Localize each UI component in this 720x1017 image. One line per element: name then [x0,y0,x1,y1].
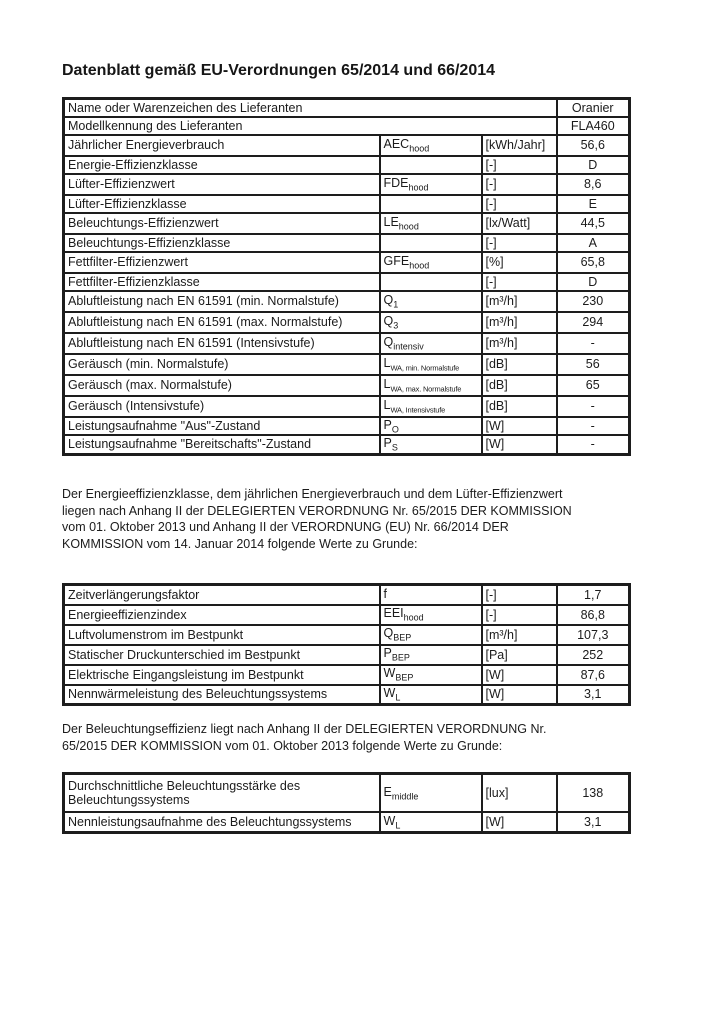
spec-label: Fettfilter-Effizienzwert [64,252,380,273]
spec-value: 3,1 [557,685,630,705]
spec-value: - [557,435,630,454]
spec-value: 3,1 [557,812,630,833]
table-row [64,417,630,436]
table-row [64,234,630,252]
symbol-subscript: hood [409,143,430,154]
symbol-subscript: BEP [395,672,414,683]
spec-unit: [W] [482,435,557,454]
symbol-base: AEC [383,136,410,151]
spec-label: Energie-Effizienzklasse [64,156,380,174]
spec-label: Jährlicher Energieverbrauch [64,135,380,156]
spec-label: Statischer Druckunterschied im Bestpunkt [64,645,380,665]
spec-label: Leistungsaufnahme "Bereitschafts"-Zustand [64,435,380,454]
table-row [64,435,630,454]
spec-symbol [380,291,482,312]
spec-unit: [lx/Watt] [482,213,557,234]
table-row [64,333,630,354]
spec-unit: [-] [482,585,557,605]
symbol-subscript: WA, Intensivstufe [390,405,446,415]
spec-unit: [dB] [482,354,557,375]
table-row [64,252,630,273]
spec-value: E [557,195,630,213]
symbol-subscript: middle [391,791,419,801]
table-row [64,375,630,396]
spec-value: 56,6 [557,135,630,156]
page-title: Datenblatt gemäß EU-Verordnungen 65/2014 und 66/2014 [62,62,496,79]
spec-unit: [-] [482,174,557,195]
spec-value: 1,7 [557,585,630,605]
symbol-subscript: BEP [391,652,410,663]
symbol-base: LE [383,214,399,229]
symbol-base: W [383,686,396,700]
table-row [64,273,630,291]
spec-symbol [380,354,482,375]
table-row [64,685,630,705]
table-row [64,645,630,665]
spec-unit: [W] [482,665,557,685]
regulation-note-2 [62,721,546,754]
symbol-base: Q [383,334,394,349]
spec-symbol [380,273,482,291]
spec-unit: [W] [482,685,557,705]
spec-unit: [dB] [482,396,557,417]
spec-label: Abluftleistung nach EN 61591 (min. Normalstufe) [64,291,380,312]
spec-value: 8,6 [557,174,630,195]
symbol-base: W [383,813,396,828]
symbol-base: L [383,355,391,370]
symbol-subscript: O [391,424,399,434]
symbol-base: GFE [383,253,410,268]
symbol-subscript: S [391,442,398,453]
spec-unit: [m³/h] [482,333,557,354]
spec-symbol [380,685,482,705]
table-row [64,156,630,174]
symbol-subscript: WA, min. Normalstufe [390,363,460,373]
spec-unit: [m³/h] [482,291,557,312]
spec-value: 138 [557,774,630,812]
spec-symbol [380,645,482,665]
spec-value: 86,8 [557,605,630,625]
spec-value: Oranier [557,99,630,117]
spec-symbol [380,252,482,273]
text-line: vom 01. Oktober 2013 und Anhang II der VERORDNUNG (EU) Nr. 66/2014 DER [62,520,509,534]
spec-label: Abluftleistung nach EN 61591 (max. Normalstufe) [64,312,380,333]
spec-symbol [380,156,482,174]
spec-symbol [380,174,482,195]
table-row [64,213,630,234]
table-row [64,812,630,833]
spec-symbol [380,665,482,685]
spec-symbol [380,312,482,333]
spec-symbol [380,585,482,605]
table-row [64,605,630,625]
table-row [64,665,630,685]
spec-value: - [557,417,630,436]
symbol-base: Q [383,292,394,307]
symbol-base: P [383,436,392,450]
spec-value: 252 [557,645,630,665]
spec-symbol [380,135,482,156]
spec-value: 87,6 [557,665,630,685]
spec-label: Beleuchtungs-Effizienzwert [64,213,380,234]
spec-unit: [dB] [482,375,557,396]
spec-label: Name oder Warenzeichen des Lieferanten [64,99,557,117]
spec-label: Beleuchtungs-Effizienzklasse [64,234,380,252]
spec-value: 56 [557,354,630,375]
spec-label: Zeitverlängerungsfaktor [64,585,380,605]
symbol-subscript: WA, max. Normalstufe [390,384,462,394]
spec-unit: [Pa] [482,645,557,665]
spec-label: Leistungsaufnahme "Aus"-Zustand [64,417,380,436]
spec-value: 107,3 [557,625,630,645]
spec-symbol [380,396,482,417]
symbol-base: f [383,586,387,601]
text-line: liegen nach Anhang II der DELEGIERTEN VERORDNUNG Nr. 65/2015 DER KOMMISSION [62,503,572,518]
spec-value: FLA460 [557,117,630,135]
spec-value: 44,5 [557,213,630,234]
symbol-subscript: L [395,820,401,830]
spec-symbol [380,375,482,396]
table-row [64,312,630,333]
spec-label: Durchschnittliche Beleuchtungsstärke des Beleuchtungssystems [64,774,380,812]
symbol-subscript: hood [408,182,429,193]
spec-label: Geräusch (Intensivstufe) [64,396,380,417]
symbol-base: E [383,784,392,799]
spec-label: Lüfter-Effizienzklasse [64,195,380,213]
spec-symbol [380,213,482,234]
spec-label: Geräusch (max. Normalstufe) [64,375,380,396]
table-row [64,99,630,117]
spec-label: Luftvolumenstrom im Bestpunkt [64,625,380,645]
symbol-subscript: hood [403,612,424,623]
spec-label: Geräusch (min. Normalstufe) [64,354,380,375]
spec-value: 294 [557,312,630,333]
spec-label: Energieeffizienzindex [64,605,380,625]
datasheet-table-lighting [62,772,631,834]
table-row [64,195,630,213]
spec-unit: [W] [482,417,557,436]
spec-label: Fettfilter-Effizienzklasse [64,273,380,291]
spec-unit: [-] [482,273,557,291]
table-row [64,774,630,812]
regulation-note-1 [62,486,572,552]
spec-value: D [557,156,630,174]
spec-unit: [-] [482,234,557,252]
spec-value: - [557,396,630,417]
spec-symbol [380,234,482,252]
symbol-base: P [383,417,392,432]
spec-value: - [557,333,630,354]
spec-unit: [kWh/Jahr] [482,135,557,156]
spec-unit: [%] [482,252,557,273]
spec-label: Modellkennung des Lieferanten [64,117,557,135]
spec-symbol [380,774,482,812]
table-row [64,585,630,605]
spec-label: Nennwärmeleistung des Beleuchtungssystems [64,685,380,705]
spec-unit: [W] [482,812,557,833]
table-row [64,135,630,156]
symbol-base: Q [383,313,394,328]
datasheet-table-main [62,97,631,456]
symbol-subscript: 1 [393,299,399,310]
spec-symbol [380,625,482,645]
symbol-subscript: 3 [393,320,399,331]
spec-symbol [380,812,482,833]
spec-unit: [-] [482,156,557,174]
spec-symbol [380,605,482,625]
spec-label: Lüfter-Effizienzwert [64,174,380,195]
table-row [64,396,630,417]
table-row [64,117,630,135]
spec-value: 230 [557,291,630,312]
table-row [64,291,630,312]
symbol-subscript: intensiv [393,341,424,352]
spec-unit: [-] [482,605,557,625]
symbol-base: EEI [383,606,404,621]
symbol-subscript: BEP [393,632,412,643]
text-line: Der Energieeffizienzklasse, dem jährlichen Energieverbrauch und dem Lüfter-Effizienzwert [62,487,563,501]
spec-label: Abluftleistung nach EN 61591 (Intensivstufe) [64,333,380,354]
spec-value: A [557,234,630,252]
spec-unit: [m³/h] [482,312,557,333]
symbol-base: L [383,397,391,412]
text-line: 65/2015 DER KOMMISSION vom 01. Oktober 2013 folgende Werte zu Grunde: [62,738,503,753]
spec-symbol [380,435,482,454]
table-row [64,625,630,645]
table-row [64,354,630,375]
spec-symbol [380,417,482,436]
spec-unit: [m³/h] [482,625,557,645]
spec-symbol [380,195,482,213]
symbol-subscript: hood [398,221,419,232]
spec-unit: [lux] [482,774,557,812]
symbol-subscript: hood [409,260,430,271]
spec-label: Elektrische Eingangsleistung im Bestpunkt [64,665,380,685]
spec-value: 65 [557,375,630,396]
symbol-base: FDE [383,175,409,190]
symbol-base: W [383,666,396,681]
text-line: Der Beleuchtungseffizienz liegt nach Anhang II der DELEGIERTEN VERORDNUNG Nr. [62,722,547,736]
symbol-base: Q [383,626,394,641]
spec-label: Nennleistungsaufnahme des Beleuchtungssystems [64,812,380,833]
symbol-subscript: L [395,692,401,703]
datasheet-table-bestpoint [62,583,631,706]
spec-value: D [557,273,630,291]
spec-value: 65,8 [557,252,630,273]
spec-symbol [380,333,482,354]
symbol-base: P [383,646,392,661]
spec-unit: [-] [482,195,557,213]
text-line: KOMMISSION vom 14. Januar 2014 folgende Werte zu Grunde: [62,536,418,551]
symbol-base: L [383,376,391,391]
table-row [64,174,630,195]
